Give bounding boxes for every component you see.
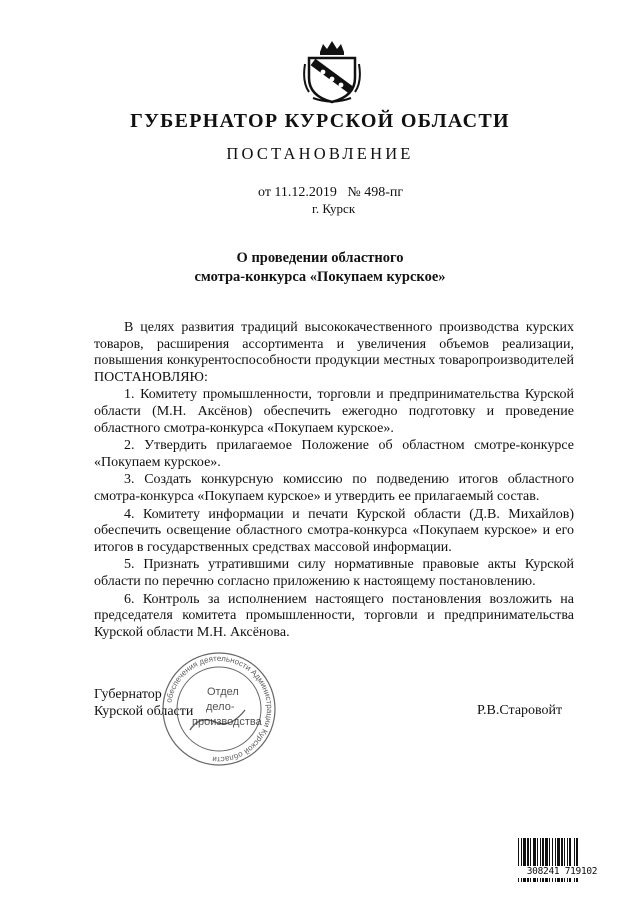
heading-line: О проведении областного: [236, 250, 404, 266]
body-paragraph: 3. Создать конкурсную комиссию по подведению итогов областного смотра-конкурса «Покупаем курское» и утвердить ее прилагаемый состав.: [94, 472, 574, 504]
heading-line: смотра-конкурса «Покупаем курское»: [194, 269, 446, 285]
kursk-coat-of-arms-icon: [303, 38, 361, 104]
document-body: [94, 320, 574, 641]
body-paragraph: 6. Контроль за исполнением настоящего постановления возложить на председателя комитета промышленности, торговли и предпринимательства Курской области М.Н. Аксёнова.: [94, 591, 574, 640]
document-heading: [0, 249, 640, 287]
stamp-center-text: производства: [192, 716, 262, 728]
official-stamp: [160, 650, 278, 768]
stamp-center-text: Отдел: [207, 686, 239, 698]
document-type: ПОСТАНОВЛЕНИЕ: [226, 144, 414, 163]
signatory-position-line: Губернатор: [94, 687, 162, 702]
document-date-number: от 11.12.2019 № 498-пг: [258, 185, 404, 200]
signatory-position-line: Курской области: [94, 704, 194, 719]
document-city: г. Курск: [312, 201, 356, 216]
stamp-ring-text: обеспечения деятельности Администрации Курской области: [164, 653, 275, 765]
barcode-number: 308241 719102: [518, 866, 606, 878]
body-paragraph: В целях развития традиций высококачественного производства курских товаров, расширения ассортимента и увеличения объемов реализации, повышения конкурентоспособности продукции местных товаропроизводителей ПОСТАНОВЛЯЮ:: [94, 320, 574, 385]
issuing-authority: ГУБЕРНАТОР КУРСКОЙ ОБЛАСТИ: [130, 110, 510, 132]
body-paragraph: 5. Признать утратившими силу нормативные правовые акты Курской области по перечню согласно приложению к настоящему постановлению.: [94, 557, 574, 589]
body-paragraph: 2. Утвердить прилагаемое Положение об областном смотре-конкурсе «Покупаем курское».: [94, 438, 574, 470]
stamp-center-text: дело-: [206, 701, 235, 713]
body-paragraph: 1. Комитету промышленности, торговли и предпринимательства Курской области (М.Н. Аксёнов) обеспечить ежегодно подготовку и проведение областного смотра-конкурса «Покупаем курское».: [94, 387, 574, 436]
body-paragraph: 4. Комитету информации и печати Курской области (Д.В. Михайлов) обеспечить освещение областного смотра-конкурса «Покупаем курское» и его итогов в государственных средствах массовой информации.: [94, 506, 574, 555]
signatory-name: Р.В.Старовойт: [477, 703, 563, 718]
